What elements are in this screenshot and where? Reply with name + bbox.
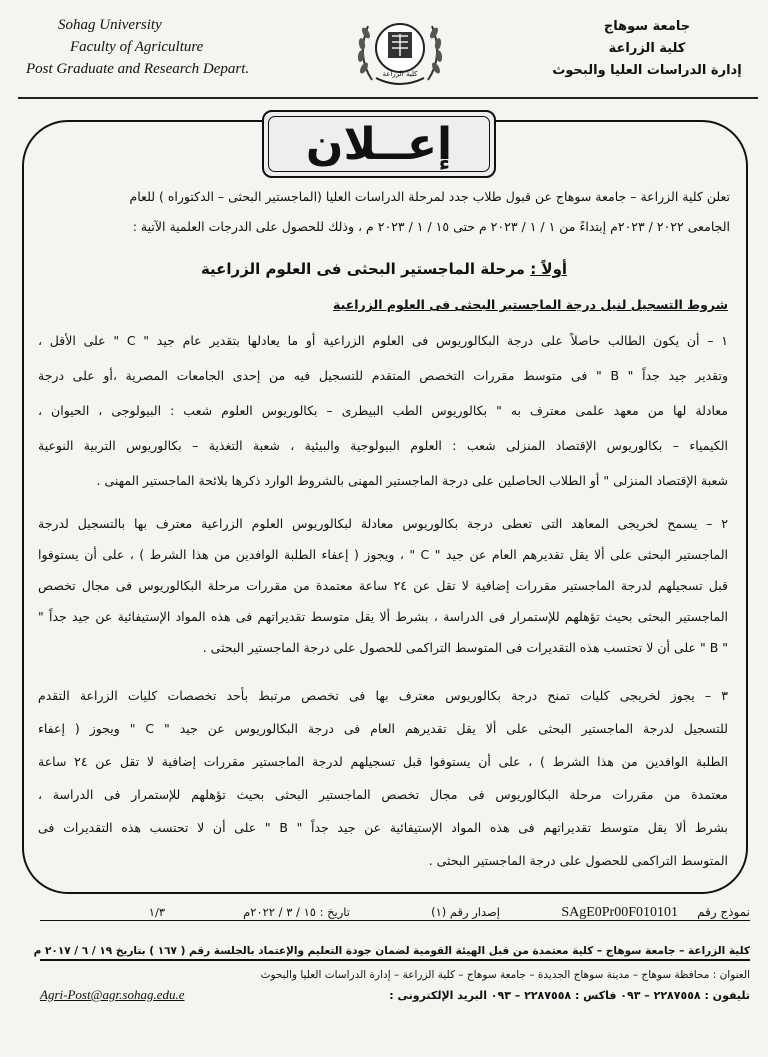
faculty-name-ar: كلية الزراعة	[608, 41, 686, 56]
paragraph-line: " B " على أن لا تحتسب هذه التقديرات فى المتوسط التراكمى للحصول على درجة الماجستير البحثى .	[202, 640, 728, 655]
title-box	[262, 110, 496, 178]
issue-number: إصدار رقم (١)	[431, 905, 500, 919]
paragraph-line: للتسجيل لدرجة الماجستير البحثى على ألا يقل تقديرهم العام فى درجة البكالوريوس عن جيد " C " ويجوز ( إعفاء	[38, 721, 728, 736]
paragraph-line: ٣ – يجوز لخريجى كليات تمنح درجة بكالوريوس معترف بها فى تخصص مرتبط بأحد تخصصات كليات الزراعة التقدم	[38, 688, 728, 703]
paragraph-line: وتقدير جيد جداً " B " فى متوسط مقررات التخصص المتقدم للتسجيل فيه من إحدى الجامعات المصرية ،أو على درجة	[38, 368, 728, 383]
form-info-row	[40, 905, 750, 921]
paragraph-line: قبل تسجيلهم لدرجة الماجستير مقررات إضافية لا تقل عن ٢٤ ساعة معتمدة من مقررات مرحلة البكالوريوس فى مجال تخصص	[38, 578, 728, 593]
accreditation-text: كلية الزراعة – جامعة سوهاج – كلية معتمدة من قبل الهيئة القومية لضمان جودة التعليم والإعتماد بالجلسة رقم ( ١٦٧ ) بتاريخ ١٩ / ٦ / ٢٠١٧ م	[33, 945, 750, 957]
paragraph-line: المتوسط التراكمى للحصول على درجة الماجستير البحثى .	[428, 853, 728, 868]
university-name-ar: جامعة سوهاج	[603, 19, 691, 34]
footer-divider	[40, 959, 750, 961]
paragraph-line: معتمدة من مقررات مرحلة البكالوريوس فى مجال تخصص الماجستير البحثى بحيث تؤهلهم للإستمرار فى الدراسة ،	[38, 787, 728, 802]
section-number: أولاً :	[530, 260, 568, 278]
header-arabic	[532, 16, 762, 82]
intro-line-2: الجامعى ٢٠٢٢ / ٢٠٢٣م إبتداءً من ١ / ١ / ٢٠٢٣ م حتى ١٥ / ١ / ٢٠٢٣ م ، وذلك للحصول على الدرجات العلمية الآتية :	[132, 219, 730, 234]
header-english	[18, 14, 278, 80]
paragraph-line: الماجستير البحثى على ألا يقل تقديرهم العام عن جيد " C " ، ويجوز ( إعفاء الطلبة الوافدين من هذا الشرط ) ، على أن يستوفوا	[38, 547, 728, 562]
section-title	[0, 260, 768, 278]
logo-caption: كلية الزراعة	[382, 70, 418, 78]
faculty-name: Faculty of Agriculture	[70, 39, 204, 55]
footer	[33, 945, 750, 1015]
form-code: SAgE0Pr00F010101	[561, 905, 678, 920]
announcement-title: إعــلان	[305, 118, 453, 170]
department-name-ar: إدارة الدراسات العليا والبحوث	[552, 63, 742, 78]
form-info-divider	[40, 920, 750, 921]
announcement-frame	[22, 120, 748, 894]
contact-text: تليفون : ٢٢٨٧٥٥٨ – ٠٩٣ فاكس : ٢٢٨٧٥٥٨ – ٠٩٣ البريد الإلكترونى :	[389, 989, 750, 1002]
paragraph-line: بشرط ألا يقل متوسط تقديراتهم فى هذه المواد الإستيفائية عن جيد جداً " B " على أن لا تحتسب هذه التقديرات فى	[38, 820, 728, 835]
header-divider	[18, 97, 758, 99]
form-date: تاريخ : ١٥ / ٣ / ٢٠٢٢م	[243, 905, 350, 919]
paragraph-line: ١ – أن يكون الطالب حاصلاً على درجة البكالوريوس فى العلوم الزراعية أو ما يعادلها بتقدير عام جيد " C " على الأقل ،	[38, 333, 728, 348]
email-link[interactable]: Agri-Post@agr.sohag.edu.e	[40, 987, 185, 1002]
paragraph-line: معادلة لها من معهد علمى معترف به " بكالوريوس الطب البيطرى – بكالوريوس العلوم شعب : البيولوجى ، الحيوان ،	[38, 403, 728, 418]
paragraph-line: ٢ – يسمح لخريجى المعاهد التى تعطى درجة بكالوريوس معادلة لبكالوريوس العلوم الزراعية معترف بها بالتسجيل لدرجة	[38, 516, 728, 531]
paragraph-line: الطلبة الوافدين من هذا الشرط ) ، على أن يستوفوا قبل تسجيلهم لدرجة الماجستير مقررات إضافية لا تقل عن ٢٤ ساعة	[38, 754, 728, 769]
form-label: نموذج رقم	[697, 905, 750, 919]
page-number: ١/٣	[148, 905, 165, 919]
address-text: العنوان : محافظة سوهاج – مدينة سوهاج الجديدة – جامعة سوهاج – كلية الزراعة – إدارة الدراسات العليا والبحوث	[260, 969, 750, 981]
university-name: Sohag University	[58, 17, 162, 33]
department-name: Post Graduate and Research Depart.	[26, 61, 250, 77]
paragraph-line: الماجستير البحثى بحيث تؤهلهم للإستمرار فى الدراسة ، بشرط ألا يقل متوسط تقديراتهم فى هذه المواد الإستيفائية عن جيد جداً "	[38, 609, 728, 624]
university-logo	[350, 8, 450, 96]
intro-line-1: تعلن كلية الزراعة – جامعة سوهاج عن قبول طلاب جدد لمرحلة الدراسات العليا (الماجستير البحثى – الدكتوراه ) للعام	[129, 189, 730, 204]
paragraph-line: شعبة الإقتصاد المنزلى " أو الطلاب الحاصلين على درجة الماجستير المهنى بالشروط الوارد ذكرها بلائحة الماجستير المهنى .	[96, 473, 728, 488]
paragraph-line: الكيمياء – بكالوريوس الإقتصاد المنزلى شعب : العلوم البيولوجية والبيئية ، شعبة التغذية – بكالوريوس التربية النوعية	[38, 438, 728, 453]
requirements-heading: شروط التسجيل لنيل درجة الماجستير البحثى فى العلوم الزراعية	[333, 297, 728, 312]
section-name: مرحلة الماجستير البحثى فى العلوم الزراعية	[200, 260, 525, 278]
